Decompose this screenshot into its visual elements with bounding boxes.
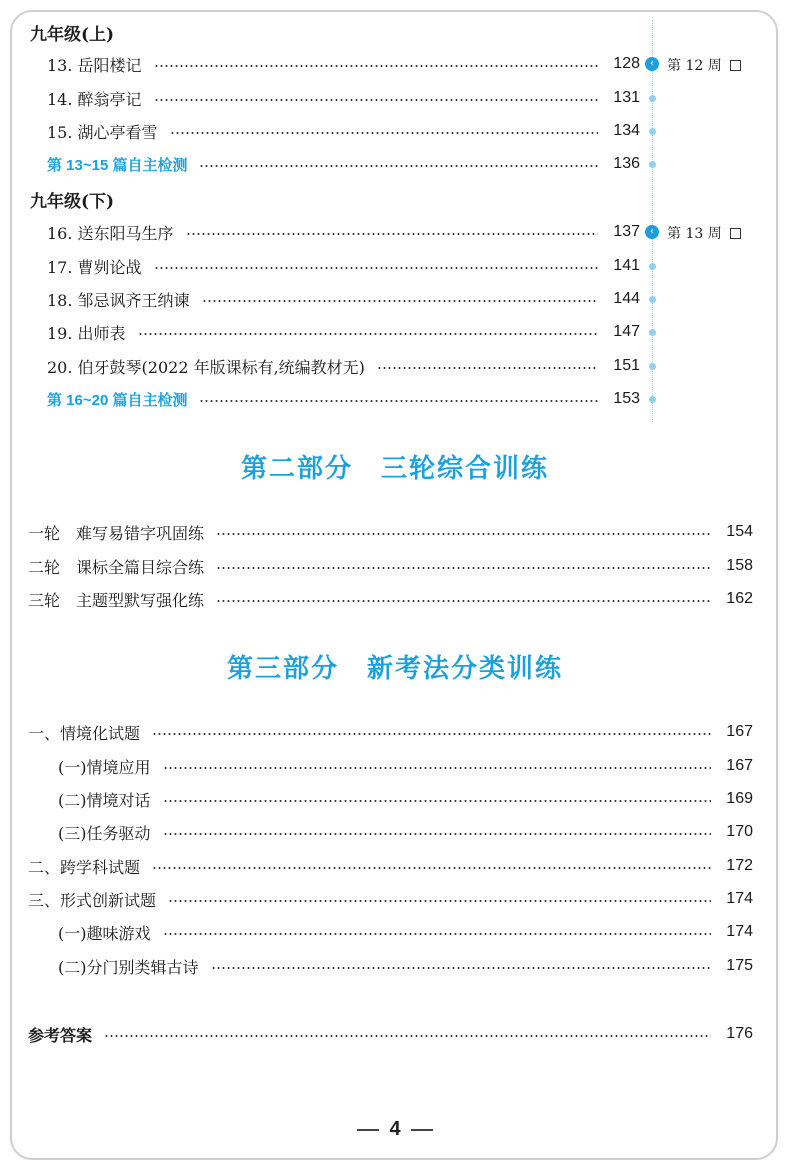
timeline-dot — [649, 128, 656, 135]
toc-entry-label: 三轮 主题型默写强化练 — [28, 590, 205, 610]
toc-entry-label: 15. 湖心亭看雪 — [47, 122, 158, 142]
toc-entry-label: (二)分门别类辑古诗 — [58, 957, 199, 977]
toc-entry-label: 第 16~20 篇自主检测 — [47, 391, 188, 409]
toc-entry-page: 147 — [613, 323, 640, 340]
toc-entry[interactable] — [58, 754, 753, 778]
toc-entry-label: (三)任务驱动 — [58, 823, 151, 843]
toc-entry[interactable] — [47, 119, 640, 143]
toc-entry-page: 144 — [613, 290, 640, 307]
toc-entry[interactable] — [28, 587, 753, 611]
section-heading-grade9-lower: 九年级(下) — [30, 192, 115, 212]
toc-entry-label: 14. 醉翁亭记 — [47, 89, 142, 109]
toc-entry-page: 137 — [613, 223, 640, 240]
timeline-dot — [649, 396, 656, 403]
toc-entry[interactable] — [28, 720, 753, 744]
leader-dots — [216, 600, 711, 602]
chevron-left-icon: ‹ — [645, 57, 659, 71]
toc-entry[interactable] — [58, 920, 753, 944]
toc-entry[interactable] — [28, 520, 753, 544]
leader-dots — [211, 967, 712, 969]
toc-entry[interactable] — [28, 854, 753, 878]
checkbox-icon[interactable] — [730, 60, 741, 71]
week-label: 第 12 周 — [667, 58, 722, 74]
toc-entry[interactable] — [47, 354, 640, 378]
toc-entry[interactable] — [28, 887, 753, 911]
leader-dots — [154, 65, 598, 67]
toc-entry[interactable] — [58, 954, 753, 978]
timeline-dot — [649, 161, 656, 168]
leader-dots — [186, 233, 598, 235]
toc-entry-page: 134 — [613, 122, 640, 139]
leader-dots — [152, 867, 711, 869]
toc-entry-page: 174 — [726, 923, 753, 940]
toc-entry-page: 169 — [726, 790, 753, 807]
leader-dots — [377, 367, 598, 369]
leader-dots — [216, 567, 711, 569]
toc-entry-page: 128 — [613, 55, 640, 72]
toc-entry-page: 136 — [613, 155, 640, 172]
timeline-dot — [649, 263, 656, 270]
divider — [357, 1129, 379, 1131]
week-label: 第 13 周 — [667, 226, 722, 242]
page-number — [0, 1118, 790, 1141]
part-title: 第二部分 三轮综合训练 — [240, 454, 549, 484]
toc-entry-answers[interactable] — [28, 1022, 753, 1046]
toc-entry[interactable] — [28, 554, 753, 578]
week-indicator — [667, 223, 741, 243]
toc-entry-label: (二)情境对话 — [58, 790, 151, 810]
divider — [411, 1129, 433, 1131]
page-number-value: 4 — [389, 1118, 401, 1140]
toc-entry-label: 20. 伯牙鼓琴(2022 年版课标有,统编教材无) — [47, 357, 365, 377]
toc-entry-label: (一)趣味游戏 — [58, 923, 151, 943]
leader-dots — [199, 400, 598, 402]
leader-dots — [154, 267, 598, 269]
toc-entry[interactable] — [47, 287, 640, 311]
toc-entry-page: 151 — [613, 357, 640, 374]
leader-dots — [154, 99, 598, 101]
toc-entry-label: 18. 邹忌讽齐王纳谏 — [47, 290, 190, 310]
chevron-left-icon: ‹ — [645, 225, 659, 239]
leader-dots — [104, 1035, 711, 1037]
part-title: 第三部分 新考法分类训练 — [226, 654, 563, 684]
toc-entry-page: 154 — [726, 523, 753, 540]
toc-entry-page: 175 — [726, 957, 753, 974]
week-indicator — [667, 55, 741, 75]
toc-entry[interactable] — [47, 220, 640, 244]
toc-entry-page: 158 — [726, 557, 753, 574]
toc-entry-page: 153 — [613, 390, 640, 407]
leader-dots — [216, 533, 711, 535]
toc-entry-self-test[interactable] — [47, 387, 640, 411]
toc-entry[interactable] — [47, 320, 640, 344]
toc-entry-page: 167 — [726, 723, 753, 740]
toc-entry[interactable] — [47, 254, 640, 278]
leader-dots — [163, 800, 712, 802]
checkbox-icon[interactable] — [730, 228, 741, 239]
toc-entry[interactable] — [58, 820, 753, 844]
timeline-dot — [649, 296, 656, 303]
leader-dots — [170, 132, 598, 134]
toc-entry-label: 17. 曹刿论战 — [47, 257, 142, 277]
section-heading-grade9-upper: 九年级(上) — [30, 25, 115, 45]
leader-dots — [168, 900, 711, 902]
leader-dots — [152, 733, 711, 735]
toc-entry-page: 167 — [726, 757, 753, 774]
leader-dots — [138, 333, 598, 335]
toc-entry-label: 16. 送东阳马生序 — [47, 223, 174, 243]
toc-entry-page: 176 — [726, 1025, 753, 1042]
timeline-dot — [649, 95, 656, 102]
toc-entry-page: 170 — [726, 823, 753, 840]
toc-entry-label: 二、跨学科试题 — [28, 857, 141, 877]
toc-entry[interactable] — [58, 787, 753, 811]
toc-entry[interactable] — [47, 52, 640, 76]
timeline-dot — [649, 363, 656, 370]
toc-entry-label: 三、形式创新试题 — [28, 890, 157, 910]
toc-entry-page: 141 — [613, 257, 640, 274]
leader-dots — [199, 165, 598, 167]
toc-entry-label: 参考答案 — [28, 1025, 93, 1045]
toc-entry-label: 二轮 课标全篇目综合练 — [28, 557, 205, 577]
toc-entry[interactable] — [47, 86, 640, 110]
leader-dots — [202, 300, 598, 302]
toc-entry-page: 172 — [726, 857, 753, 874]
toc-entry-label: (一)情境应用 — [58, 757, 151, 777]
leader-dots — [163, 767, 712, 769]
toc-entry-page: 131 — [613, 89, 640, 106]
toc-entry-page: 162 — [726, 590, 753, 607]
timeline-line — [652, 20, 653, 422]
toc-entry-label: 一轮 难写易错字巩固练 — [28, 523, 205, 543]
toc-entry-page: 174 — [726, 890, 753, 907]
page-frame — [10, 10, 778, 1160]
toc-entry-self-test[interactable] — [47, 152, 640, 176]
toc-entry-label: 19. 出师表 — [47, 323, 126, 343]
timeline-dot — [649, 329, 656, 336]
leader-dots — [163, 833, 712, 835]
leader-dots — [163, 933, 712, 935]
toc-entry-label: 13. 岳阳楼记 — [47, 55, 142, 75]
toc-entry-label: 一、情境化试题 — [28, 723, 141, 743]
toc-entry-label: 第 13~15 篇自主检测 — [47, 156, 188, 174]
